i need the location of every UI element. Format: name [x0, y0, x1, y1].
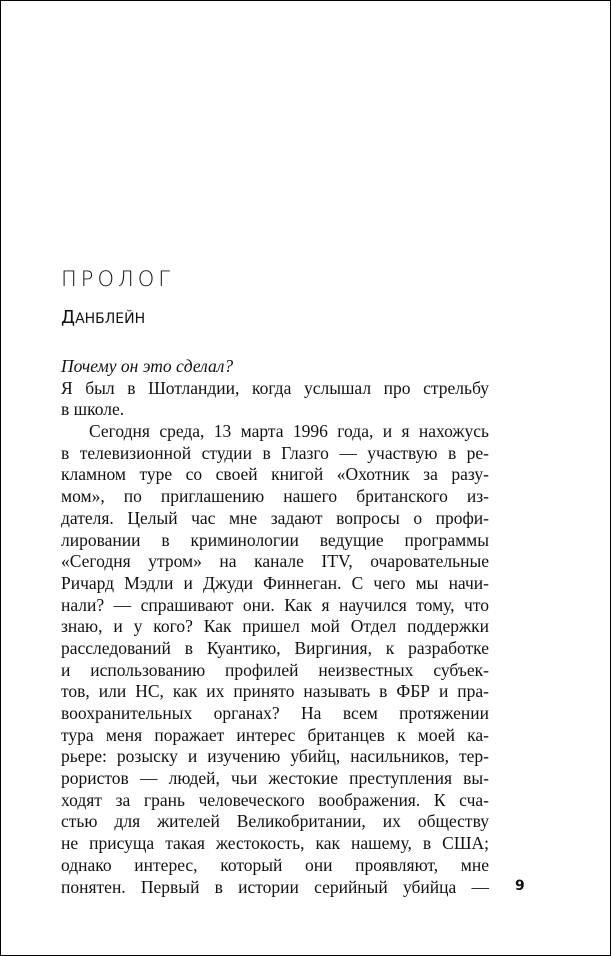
text-line: знаю, и у кого? Как пришел мой Отдел поддержки: [61, 616, 489, 637]
text-line: однако интерес, который они проявляют, мне: [61, 854, 489, 875]
text-line: кламном туре со своей книгой «Охотник за разу-: [61, 464, 489, 485]
text-line: понятен. Первый в истории серийный убийца —: [61, 876, 489, 897]
text-line: расследований в Куантико, Виргиния, к разработке: [61, 637, 489, 658]
text-line: «Сегодня утром» на канале ITV, очаровательные: [61, 551, 489, 572]
text-line: тура меня поражает интерес британцев к моей ка-: [61, 724, 489, 745]
subtitle-rest: АНБЛЕЙН: [75, 311, 146, 327]
text-line: воохранительных органах? На всем протяжении: [61, 703, 489, 723]
text-line: рьере: розыску и изучению убийц, насильников, тер-: [61, 746, 489, 767]
text-line: нали? — спрашивают они. Как я научился тому, что: [61, 594, 489, 615]
text-line: ходят за грань человеческого воображения. К сча-: [61, 789, 489, 810]
text-line: тов, или НС, как их принято называть в ФБР и пра-: [61, 681, 489, 702]
text-line: в школе.: [61, 399, 125, 420]
page-number: 9: [515, 878, 525, 894]
text-line: Сегодня среда, 13 марта 1996 года, и я нахожусь: [89, 421, 489, 442]
subtitle-initial: Д: [61, 307, 76, 328]
text-line: Почему он это сделал?: [61, 356, 234, 376]
text-line: рористов — людей, чьи жестокие преступления вы-: [61, 768, 489, 789]
text-line: в телевизионной студии в Глазго — участвую в ре-: [61, 442, 489, 463]
body-text: [61, 356, 489, 898]
text-line: Ричард Мэдли и Джуди Финнеган. С чего мы начи-: [61, 572, 489, 593]
text-line: и использованию профилей неизвестных субъек-: [61, 659, 489, 680]
text-line: стью для жителей Великобритании, их обществу: [61, 811, 489, 832]
text-line: не присуща такая жестокость, как нашему, в США;: [61, 833, 489, 854]
chapter-subtitle: [61, 307, 145, 328]
text-line: лировании в криминологии ведущие программы: [61, 529, 489, 550]
chapter-title: ПРОЛОГ: [61, 267, 175, 291]
text-line: дателя. Целый час мне задают вопросы о профи-: [61, 507, 489, 528]
text-line: Я был в Шотландии, когда услышал про стрельбу: [61, 377, 489, 398]
text-line: мом», по приглашению нашего британского из-: [61, 486, 489, 507]
